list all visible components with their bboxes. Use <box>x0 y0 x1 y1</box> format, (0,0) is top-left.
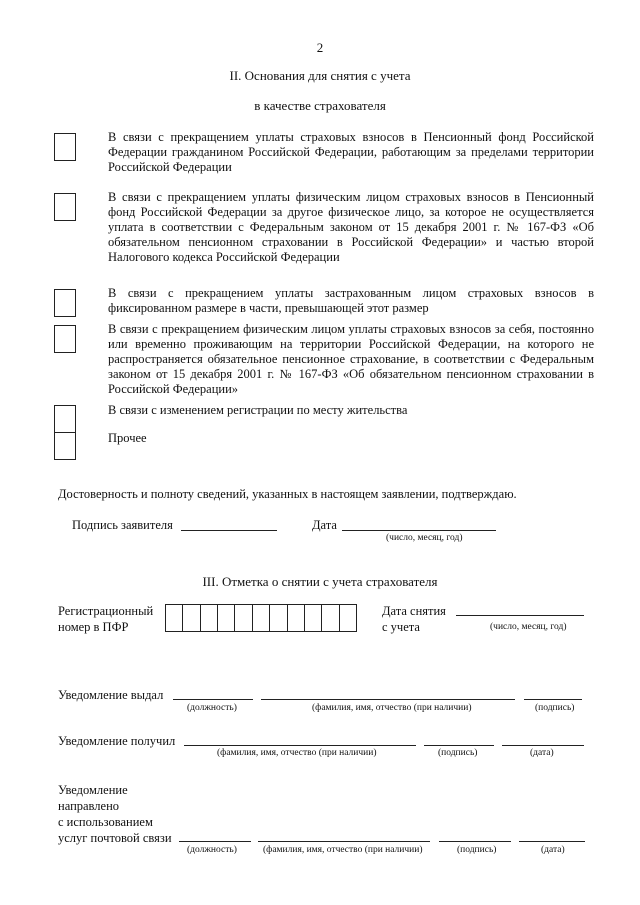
reg-number-cell <box>166 605 183 631</box>
notice-sent-label-line2: направлено <box>58 799 120 813</box>
reason-4-checkbox[interactable] <box>54 325 76 353</box>
reg-number-label-line1: Регистрационный <box>58 604 154 618</box>
reason-2-text: В связи с прекращением уплаты физическим лицом страховых взносов в Пенсионный фонд Российской Федерации за другое физическое лицо, за которое не осуществляется уплата в соответствии с Федеральным законом от 15 декабря 2001 г. № 167-ФЗ «Об обязательном пенсионном страховании в Российской Федерации» и частью второй Налогового кодекса Российской Федерации <box>108 190 594 264</box>
reason-5-text: В связи с изменением регистрации по месту жительства <box>108 403 408 417</box>
deregistration-date-field[interactable] <box>456 615 584 616</box>
notice-received-signature-field[interactable] <box>424 745 494 746</box>
notice-issued-position-field[interactable] <box>173 699 253 700</box>
notice-issued-name-hint: (фамилия, имя, отчество (при наличии) <box>312 703 472 713</box>
section-2-title: II. Основания для снятия с учета <box>229 68 411 83</box>
notice-sent-position-field[interactable] <box>179 841 251 842</box>
reg-number-cell <box>235 605 252 631</box>
reason-1-checkbox[interactable] <box>54 133 76 161</box>
deregistration-date-label-line2: с учета <box>382 620 420 634</box>
reg-number-cell <box>201 605 218 631</box>
notice-issued-label: Уведомление выдал <box>58 688 164 702</box>
reason-6-checkbox[interactable] <box>54 432 76 460</box>
notice-issued-signature-hint: (подпись) <box>535 703 575 713</box>
applicant-signature-label: Подпись заявителя <box>72 518 173 532</box>
notice-sent-signature-field[interactable] <box>439 841 511 842</box>
reg-number-cell <box>183 605 200 631</box>
application-date-hint: (число, месяц, год) <box>386 533 463 543</box>
notice-issued-position-hint: (должность) <box>187 703 237 713</box>
reason-3-checkbox[interactable] <box>54 289 76 317</box>
notice-sent-label-line1: Уведомление <box>58 783 128 797</box>
reason-4-text: В связи с прекращением физическим лицом уплаты страховых взносов за себя, постоянно или временно проживающим на территории Российской Федерации, на которого не распространяется обязательное пенсионное страхование, в соответствии с Федеральным законом от 15 декабря 2001 г. № 167-ФЗ «Об обязательном пенсионном страховании в Российской Федерации» <box>108 322 594 396</box>
notice-sent-label-line4: услуг почтовой связи <box>58 831 172 845</box>
notice-issued-name-field[interactable] <box>261 699 515 700</box>
reg-number-cell <box>288 605 305 631</box>
notice-received-signature-hint: (подпись) <box>438 748 478 758</box>
pfr-registration-number-field[interactable] <box>165 604 357 632</box>
reason-3-text: В связи с прекращением уплаты застрахованным лицом страховых взносов в фиксированном размере в части, превышающей этот размер <box>108 286 594 315</box>
reason-2-checkbox[interactable] <box>54 193 76 221</box>
notice-issued-signature-field[interactable] <box>524 699 582 700</box>
notice-sent-label-line3: с использованием <box>58 815 153 829</box>
reg-number-cell <box>253 605 270 631</box>
reg-number-label-line2: номер в ПФР <box>58 620 129 634</box>
notice-sent-signature-hint: (подпись) <box>457 845 497 855</box>
notice-sent-name-hint: (фамилия, имя, отчество (при наличии) <box>263 845 423 855</box>
section-3-title: III. Отметка о снятии с учета страхователя <box>202 574 438 589</box>
deregistration-date-label-line1: Дата снятия <box>382 604 446 618</box>
application-date-label: Дата <box>312 518 337 532</box>
application-date-field[interactable] <box>342 530 496 531</box>
notice-received-label: Уведомление получил <box>58 734 176 748</box>
reason-5-checkbox[interactable] <box>54 405 76 433</box>
applicant-signature-field[interactable] <box>181 530 277 531</box>
notice-received-date-hint: (дата) <box>530 748 554 758</box>
reg-number-cell <box>322 605 339 631</box>
reg-number-cell <box>218 605 235 631</box>
section-2-subtitle: в качестве страхователя <box>254 98 386 113</box>
confirmation-statement: Достоверность и полноту сведений, указанных в настоящем заявлении, подтверждаю. <box>58 487 517 501</box>
notice-sent-name-field[interactable] <box>258 841 430 842</box>
notice-sent-date-hint: (дата) <box>541 845 565 855</box>
notice-received-name-field[interactable] <box>184 745 416 746</box>
reason-6-text: Прочее <box>108 431 147 445</box>
reg-number-cell <box>305 605 322 631</box>
page-number: 2 <box>316 40 324 55</box>
reg-number-cell <box>340 605 356 631</box>
notice-received-date-field[interactable] <box>502 745 584 746</box>
notice-sent-date-field[interactable] <box>519 841 585 842</box>
notice-sent-position-hint: (должность) <box>187 845 237 855</box>
reason-1-text: В связи с прекращением уплаты страховых взносов в Пенсионный фонд Российской Федерации гражданином Российской Федерации, работающим за пределами территории Российской Федерации <box>108 130 594 174</box>
deregistration-date-hint: (число, месяц, год) <box>490 622 567 632</box>
notice-received-name-hint: (фамилия, имя, отчество (при наличии) <box>217 748 377 758</box>
reg-number-cell <box>270 605 287 631</box>
